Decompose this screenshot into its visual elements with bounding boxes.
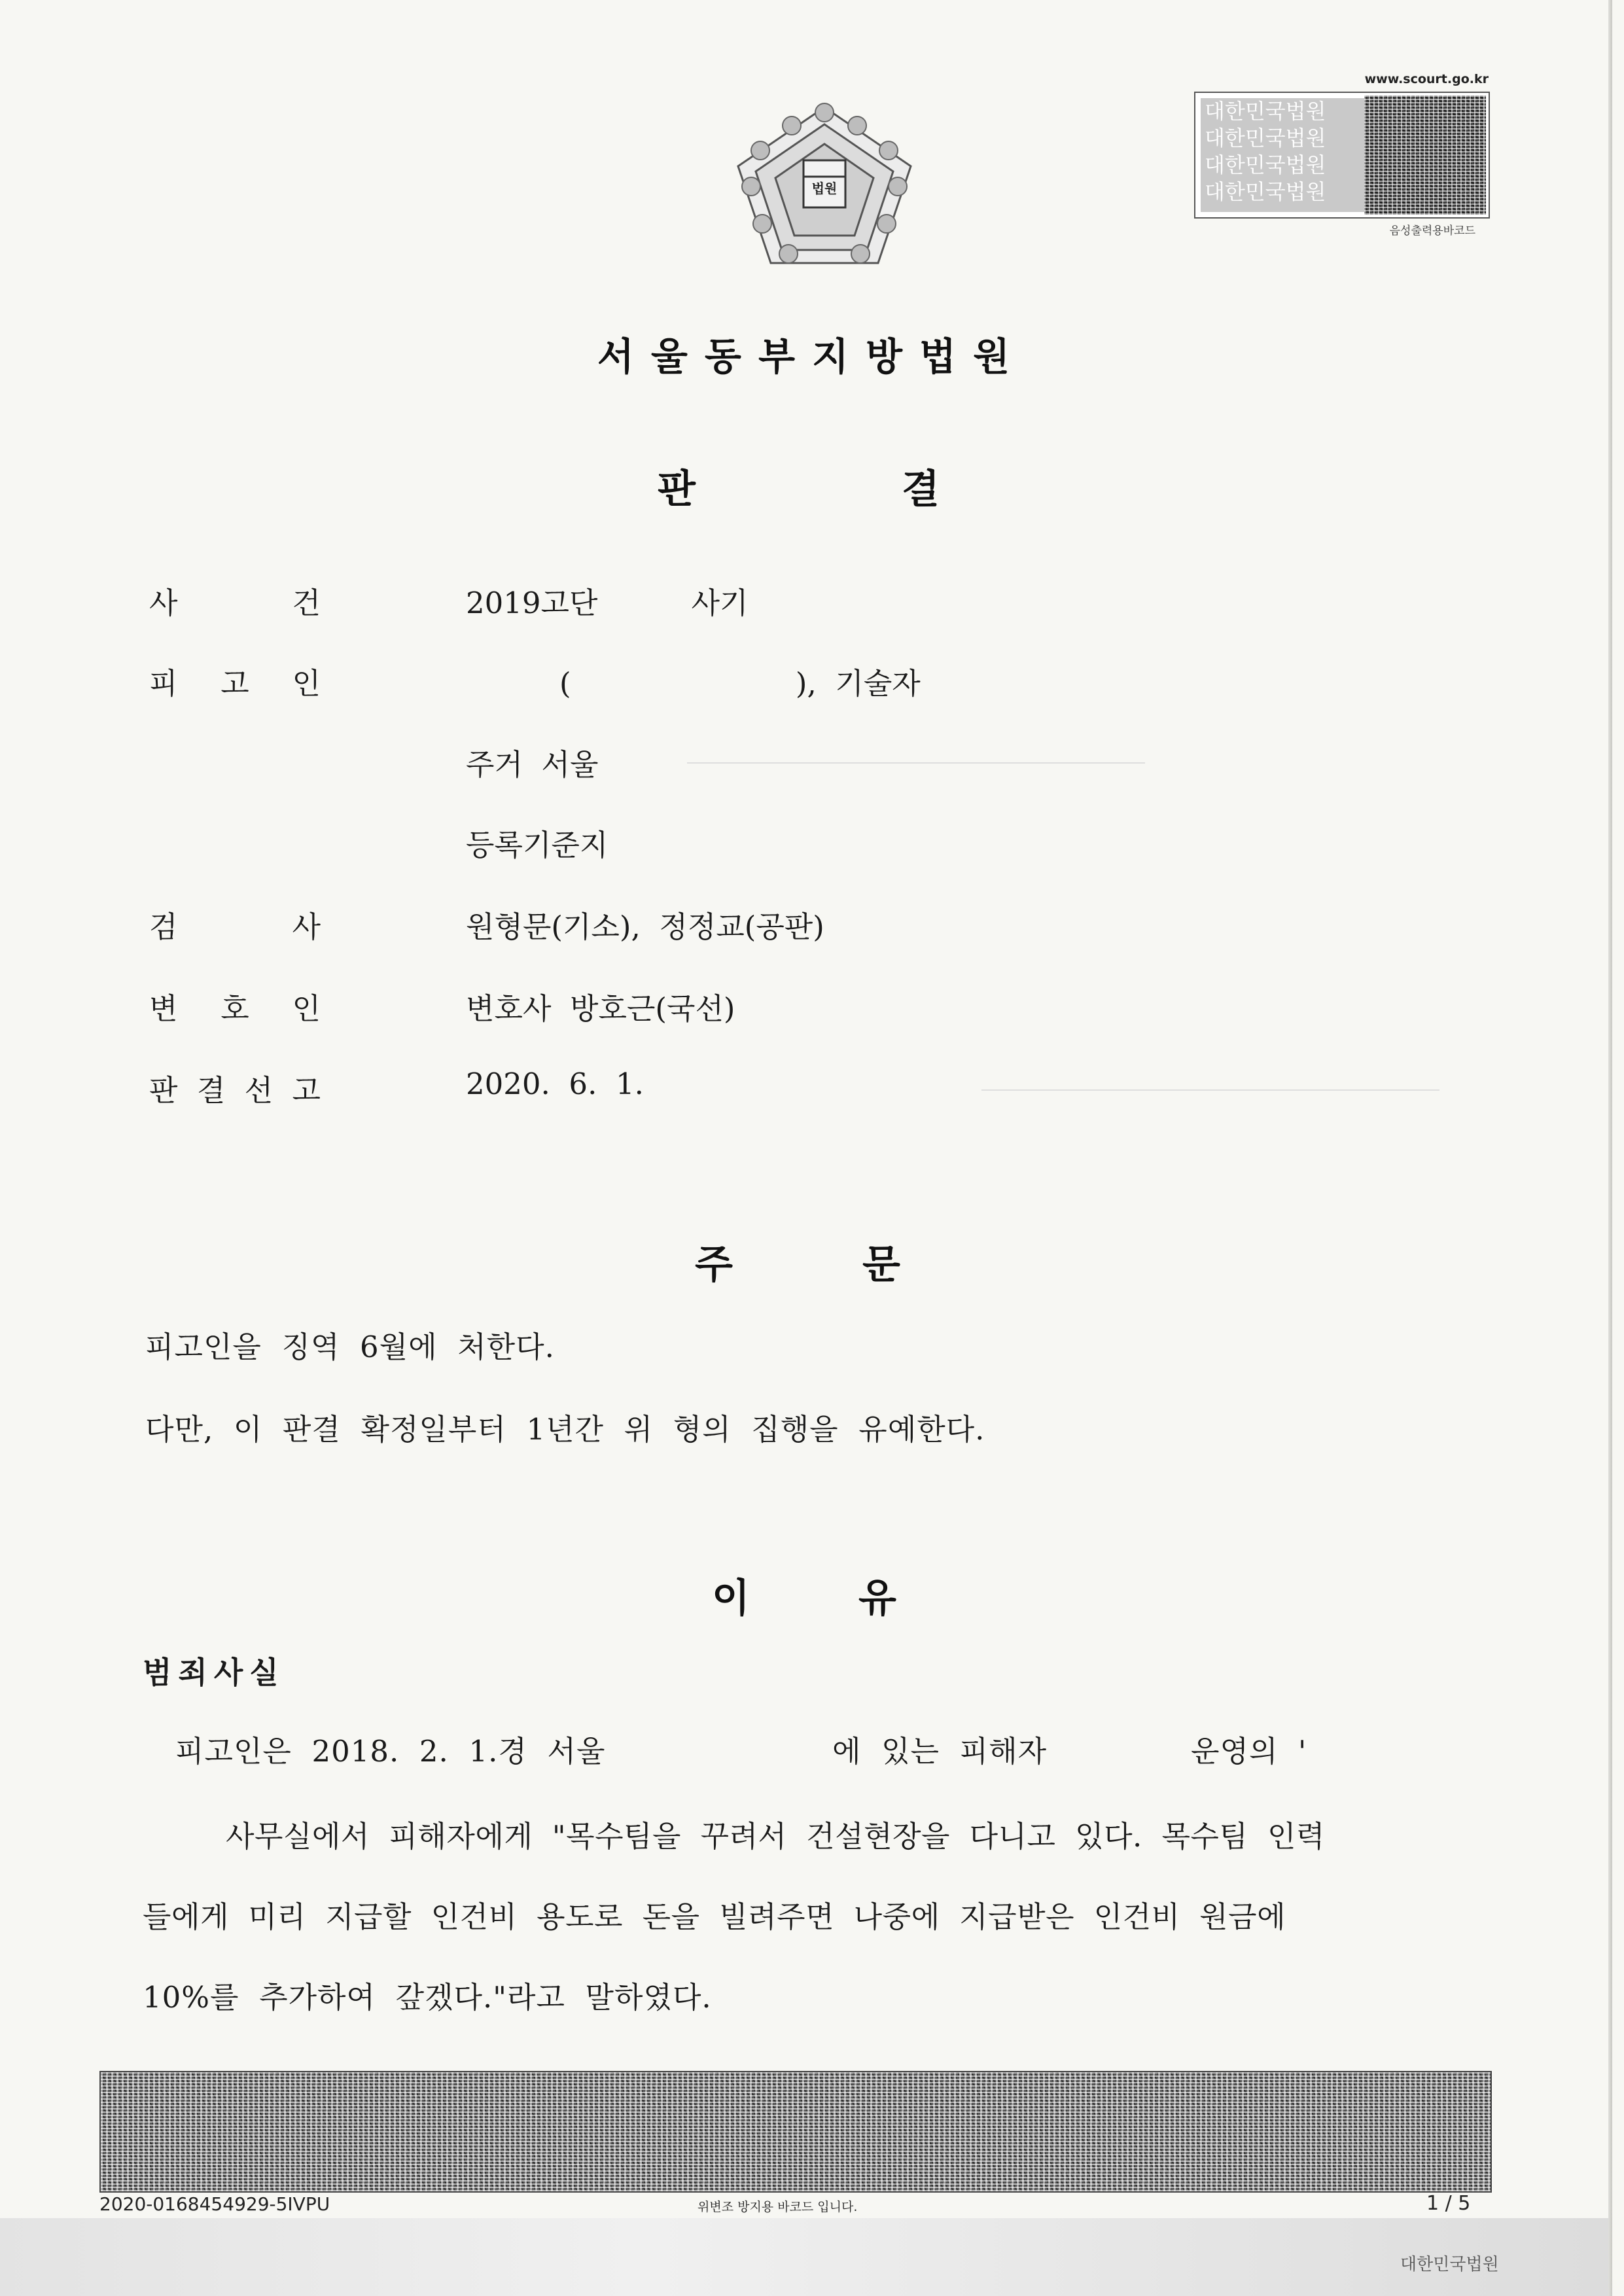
label-defendant [149, 660, 321, 702]
value-residence: 주거 서울 [466, 747, 599, 782]
label-prosecutor [149, 903, 321, 945]
label-char: 사 [149, 586, 178, 620]
facts-paragraph-line-3: 10%를 추가하여 갚겠다."라고 말하였다. [143, 1980, 712, 2015]
label-char: 사 [292, 910, 321, 944]
label-counsel [149, 985, 321, 1027]
order-line-2: 다만, 이 판결 확정일부터 1년간 위 형의 집행을 유예한다. [145, 1412, 985, 1447]
order-heading-right: 문 [862, 1242, 900, 1288]
anti-forgery-barcode [99, 2071, 1492, 2193]
value-registry: 등록기준지 [466, 828, 609, 862]
barcode-note: 위변조 방지용 바코드 입니다. [697, 2200, 858, 2214]
page-number: 1 / 5 [1426, 2192, 1471, 2215]
facts-paragraph-line-2: 들에게 미리 지급할 인건비 용도로 돈을 빌려주면 나중에 지급받은 인건비 원금에 [143, 1899, 1286, 1934]
stamp-line: 대한민국법원 [1205, 126, 1326, 150]
court-seal-emblem [726, 98, 923, 275]
label-char: 검 [149, 910, 178, 944]
label-char: 고 [221, 666, 249, 701]
doc-title-right: 결 [902, 467, 940, 512]
label-char: 인 [292, 991, 321, 1026]
order-line-1: 피고인을 징역 6월에 처한다. [145, 1330, 555, 1364]
label-char: 결 [196, 1073, 226, 1108]
facts-paragraph-line-1: 사무실에서 피해자에게 "목수팀을 꾸려서 건설현장을 다니고 있다. 목수팀 인력 [226, 1819, 1325, 1854]
doc-title-left: 판 [658, 467, 696, 512]
court-name: 서울동부지방법원 [597, 334, 1027, 379]
stamp-line: 대한민국법원 [1205, 152, 1326, 177]
label-char: 인 [292, 666, 321, 701]
issuer-label: 대한민국법원 [1400, 2255, 1499, 2274]
barcode-caption: 음성출력용바코드 [1389, 224, 1475, 238]
order-heading-left: 주 [695, 1242, 733, 1288]
facts-line-1-mid: 에 있는 피해자 [832, 1734, 1048, 1769]
label-char: 고 [292, 1073, 321, 1108]
stamp-line: 대한민국법원 [1205, 99, 1326, 124]
facts-line-1-start: 피고인은 2018. 2. 1.경 서울 [175, 1734, 606, 1769]
faint-rule [687, 762, 1145, 764]
label-char: 호 [221, 991, 249, 1026]
label-case [149, 579, 321, 622]
value-defendant: ( ), 기술자 [466, 666, 921, 701]
faint-rule [981, 1089, 1439, 1091]
label-char: 변 [149, 991, 178, 1026]
facts-line-1-end: 운영의 ' [1191, 1734, 1307, 1769]
document-id: 2020-0168454929-5IVPU [99, 2193, 330, 2215]
label-char: 선 [244, 1073, 274, 1108]
label-sentence-date [149, 1067, 321, 1109]
facts-subheading: 범죄사실 [143, 1655, 285, 1690]
reasons-heading-right: 유 [858, 1576, 896, 1621]
value-sentence-date: 2020. 6. 1. [466, 1067, 644, 1101]
footer-band [0, 2218, 1608, 2296]
reasons-heading-left: 이 [712, 1576, 750, 1621]
court-watermark-stamp [1201, 98, 1364, 212]
value-prosecutor: 원형문(기소), 정정교(공판) [466, 910, 824, 944]
stamp-line: 대한민국법원 [1205, 179, 1326, 204]
seal-text: 법원 [811, 181, 838, 196]
label-char: 판 [149, 1073, 178, 1108]
court-url: www.scourt.go.kr [1364, 72, 1489, 86]
value-case: 2019고단 사기 [466, 586, 749, 620]
value-counsel: 변호사 방호근(국선) [466, 991, 735, 1026]
barcode-box [1194, 92, 1490, 219]
label-char: 건 [292, 586, 321, 620]
label-char: 피 [149, 666, 178, 701]
voice-output-barcode [1194, 72, 1489, 236]
2d-barcode-pattern [1364, 96, 1486, 215]
